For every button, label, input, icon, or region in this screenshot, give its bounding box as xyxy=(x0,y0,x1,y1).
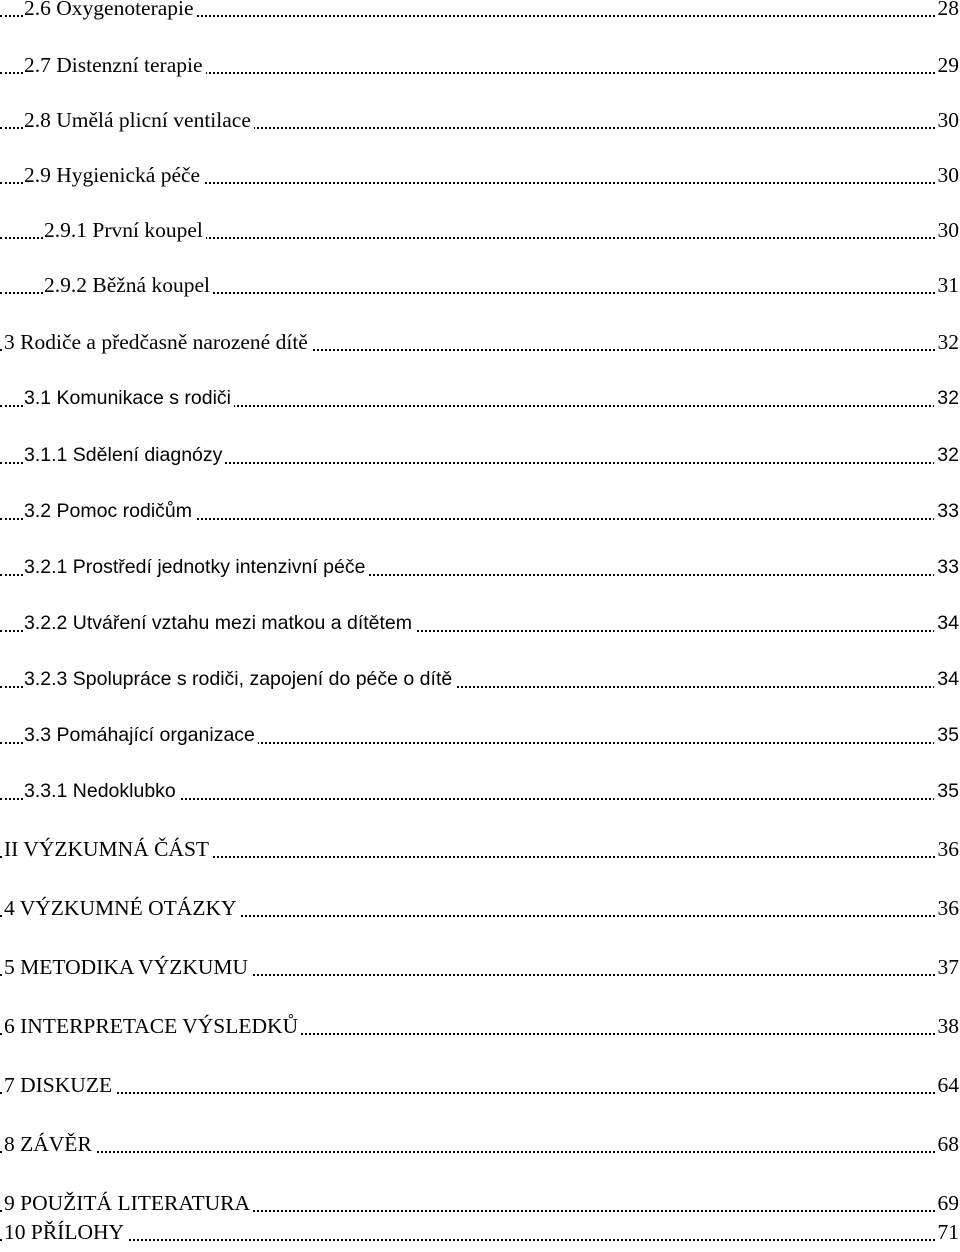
toc-entry xyxy=(0,770,960,810)
toc-entry-page: 37 xyxy=(935,952,960,982)
toc-entry xyxy=(0,1064,960,1104)
toc-entry-title: II VÝZKUMNÁ ČÁST xyxy=(4,834,212,864)
toc-entry xyxy=(0,434,960,474)
toc-entry xyxy=(0,377,960,417)
toc-entry-title: 3.3 Pomáhající organizace xyxy=(24,720,258,750)
toc-entry-page: 69 xyxy=(935,1188,960,1218)
toc-entry xyxy=(0,546,960,586)
toc-entry-page: 38 xyxy=(935,1011,960,1041)
toc-entry-page: 64 xyxy=(935,1070,960,1100)
toc-entry-title: 2.8 Umělá plicní ventilace xyxy=(24,105,254,135)
toc-entry xyxy=(0,946,960,986)
toc-entry-page: 71 xyxy=(935,1217,960,1247)
toc-entry-title: 2.7 Distenzní terapie xyxy=(24,50,206,80)
toc-entry-title: 4 VÝZKUMNÉ OTÁZKY xyxy=(4,893,240,923)
toc-entry-page: 29 xyxy=(935,50,960,80)
dot-leader xyxy=(0,1239,959,1241)
toc-entry xyxy=(0,209,960,249)
toc-entry-title: 5 METODIKA VÝZKUMU xyxy=(4,952,251,982)
toc-entry-page: 36 xyxy=(935,834,960,864)
toc-entry-title: 2.9.2 Běžná koupel xyxy=(44,270,213,300)
toc-entry xyxy=(0,658,960,698)
toc-entry-page: 32 xyxy=(934,383,959,413)
toc-entry-title: 6 INTERPRETACE VÝSLEDKŮ xyxy=(4,1011,301,1041)
toc-entry-title: 2.9.1 První koupel xyxy=(44,215,206,245)
toc-entry-title: 3.2.1 Prostředí jednotky intenzivní péče xyxy=(24,552,368,582)
toc-entry-title: 7 DISKUZE xyxy=(4,1070,115,1100)
toc-entry xyxy=(0,0,960,27)
toc-entry-page: 35 xyxy=(934,776,959,806)
toc-entry-page: 30 xyxy=(935,105,960,135)
toc-entry-page: 33 xyxy=(934,496,959,526)
toc-entry xyxy=(0,887,960,927)
toc-entry-page: 30 xyxy=(935,160,960,190)
toc-entry-page: 33 xyxy=(934,552,959,582)
toc-entry xyxy=(0,154,960,194)
toc-entry-page: 31 xyxy=(935,270,960,300)
toc-entry-page: 32 xyxy=(934,440,959,470)
toc-entry-title: 2.9 Hygienická péče xyxy=(24,160,203,190)
toc-entry-page: 36 xyxy=(935,893,960,923)
toc-entry-title: 3.2.2 Utváření vztahu mezi matkou a dítětem xyxy=(24,608,415,638)
toc-entry-page: 34 xyxy=(934,608,959,638)
toc-entry xyxy=(0,490,960,530)
toc-entry-title: 9 POUŽITÁ LITERATURA xyxy=(4,1188,253,1218)
dot-leader xyxy=(0,1151,959,1153)
dot-leader xyxy=(0,1092,959,1094)
toc-entry xyxy=(0,1005,960,1045)
toc-entry xyxy=(0,828,960,868)
toc-entry xyxy=(0,714,960,754)
toc-entry-title: 10 PŘÍLOHY xyxy=(4,1217,127,1247)
toc-entry-page: 28 xyxy=(935,0,960,23)
toc-entry xyxy=(0,321,960,361)
toc-entry xyxy=(0,44,960,84)
toc-entry-page: 34 xyxy=(934,664,959,694)
toc-entry-page: 32 xyxy=(935,327,960,357)
toc-entry-title: 8 ZÁVĚR xyxy=(4,1129,95,1159)
toc-entry xyxy=(0,264,960,304)
toc-entry-page: 35 xyxy=(934,720,959,750)
toc-entry-title: 3 Rodiče a předčasně narozené dítě xyxy=(4,327,311,357)
toc-entry-title: 3.1 Komunikace s rodiči xyxy=(24,383,234,413)
toc-entry xyxy=(0,99,960,139)
toc-entry-title: 2.6 Oxygenoterapie xyxy=(24,0,197,23)
toc-entry-title: 3.1.1 Sdělení diagnózy xyxy=(24,440,225,470)
toc-entry-title: 3.2.3 Spolupráce s rodiči, zapojení do péče o dítě xyxy=(24,664,455,694)
toc-entry-page: 30 xyxy=(935,215,960,245)
toc-entry-title: 3.2 Pomoc rodičům xyxy=(24,496,195,526)
toc-entry-page: 68 xyxy=(935,1129,960,1159)
toc-entry xyxy=(0,1123,960,1163)
toc-entry-title: 3.3.1 Nedoklubko xyxy=(24,776,179,806)
toc-entry xyxy=(0,602,960,642)
